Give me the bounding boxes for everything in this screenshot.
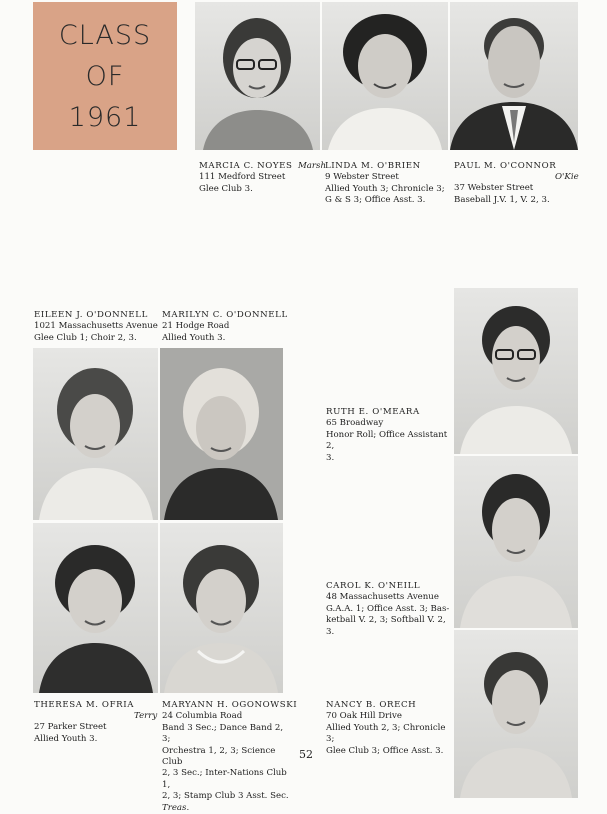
student-name: PAUL M. O'CONNOR [454,161,557,171]
student-address: 1021 Massachusetts Avenue [34,321,158,332]
student-name: MARILYN C. O'DONNELL [162,310,288,320]
student-address: 65 Broadway [326,418,384,429]
student-address: 111 Medford Street [199,172,286,183]
portrait-carol-oneill [454,456,578,628]
student-name: THERESA M. OFRIA [34,700,135,710]
student-activities: ketball V. 2, 3; Softball V. 2, 3. [326,615,446,637]
class-of-1961-title [33,2,177,150]
student-activities: Glee Club 1; Choir 2, 3. [34,332,137,343]
portrait-maryann-ogonowski [160,523,283,693]
student-activities: Allied Youth 3. [162,332,226,343]
portrait-marcia-noyes [195,2,320,150]
student-activities: G & S 3; Office Asst. 3. [325,195,426,206]
student-name: EILEEN J. O'DONNELL [34,310,148,320]
student-activities: 2, 3; Stamp Club 3 Asst. Sec. [162,791,289,802]
student-activities: Glee Club 3; Office Asst. 3. [326,745,444,756]
student-address: 27 Parker Street [34,722,107,733]
caption-paul-oconnor [454,161,578,206]
title-line-year: 1961 [68,101,142,133]
nickname-marcia-noyes: Marsh [298,161,326,171]
portrait-theresa-ofria [33,523,158,693]
student-activities: G.A.A. 1; Office Asst. 3; Bas- [326,603,450,614]
student-address: 9 Webster Street [325,172,399,183]
caption-theresa-ofria [34,700,158,745]
portrait-paul-oconnor [450,2,578,150]
student-name: CAROL K. O'NEILL [326,581,421,591]
portrait-marilyn-odonnell [160,348,283,520]
student-activities: Treas. [162,802,190,813]
nickname-theresa-ofria: Terry [134,711,158,721]
nickname-paul-oconnor: O'Kie [555,172,579,182]
caption-marilyn-odonnell [162,310,288,344]
page-number: 52 [299,748,313,761]
student-activities: Orchestra 1, 2, 3; Science Club [162,745,276,768]
caption-carol-oneill [326,581,454,638]
student-activities: 2, 3 Sec.; Inter-Nations Club 1, [162,768,287,790]
student-name: MARCIA C. NOYES [199,161,293,171]
caption-nancy-orech [326,700,454,757]
student-activities: Honor Roll; Office Assistant 2, [326,429,448,452]
title-line-of: OF [85,60,125,92]
caption-linda-obrien [325,161,451,207]
student-name: NANCY B. ORECH [326,700,417,710]
caption-eileen-odonnell [34,310,160,344]
student-name: MARYANN H. OGONOWSKI [162,700,298,710]
portrait-nancy-orech [454,630,578,798]
student-name: RUTH E. O'MEARA [326,407,420,417]
student-address: 21 Hodge Road [162,321,230,332]
student-name: LINDA M. O'BRIEN [325,161,421,171]
student-activities: Baseball J.V. 1, V. 2, 3. [454,194,550,205]
student-activities: Allied Youth 2, 3; Chronicle 3; [326,722,446,745]
student-address: 37 Webster Street [454,183,534,194]
student-activities: Allied Youth 3. [34,733,98,744]
student-address: 70 Oak Hill Drive [326,711,402,722]
caption-ruth-omeara [326,407,452,464]
student-activities: Glee Club 3. [199,183,253,194]
student-address: 24 Columbia Road [162,711,243,722]
caption-maryann-ogonowski [162,700,298,814]
portrait-linda-obrien [322,2,448,150]
student-activities: Allied Youth 3; Chronicle 3; [325,183,445,194]
student-activities: 3. [326,452,335,463]
title-line-class: CLASS [58,19,152,51]
student-address: 48 Massachusetts Avenue [326,592,439,603]
portrait-ruth-omeara [454,288,578,454]
student-activities: Band 3 Sec.; Dance Band 2, 3; [162,722,284,745]
portrait-eileen-odonnell [33,348,158,520]
